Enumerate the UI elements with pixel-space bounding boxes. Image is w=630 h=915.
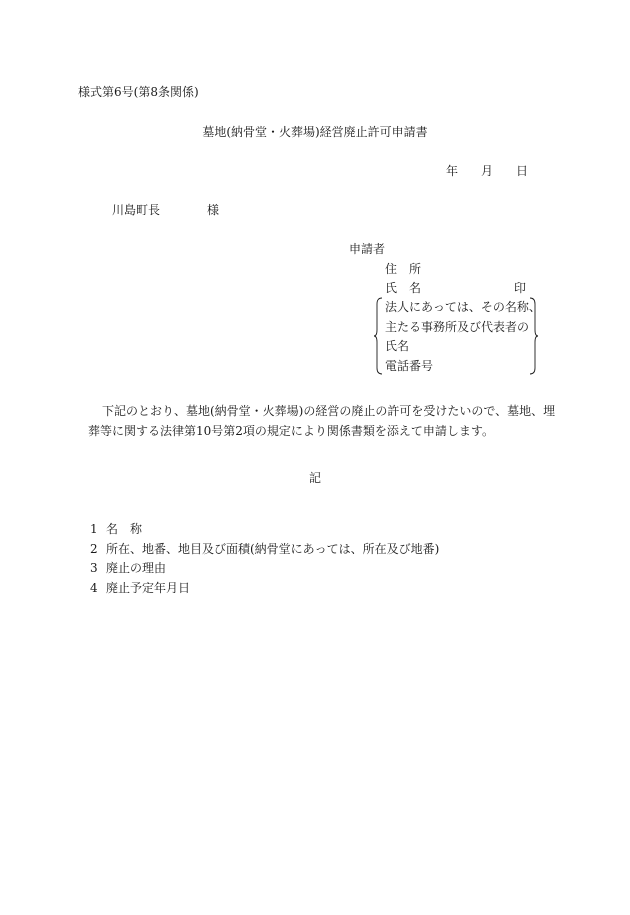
item-number: 2 xyxy=(90,542,98,556)
list-item xyxy=(90,523,142,535)
date-year: 年 xyxy=(446,164,459,178)
list-item xyxy=(90,582,190,594)
name-label: 氏 名 xyxy=(385,281,422,295)
list-item xyxy=(90,562,166,574)
document-title: 墓地(納骨堂・火葬場)経営廃止許可申請書 xyxy=(202,125,428,139)
item-label: 廃止の理由 xyxy=(106,561,167,575)
item-number: 3 xyxy=(90,561,98,575)
left-brace xyxy=(374,298,382,374)
ki-heading: 記 xyxy=(308,471,321,485)
corporate-note-line: 法人にあっては、その名称、 xyxy=(385,300,541,314)
item-label: 名 称 xyxy=(106,522,143,536)
item-label: 廃止予定年月日 xyxy=(106,581,191,595)
corporate-note-line: 氏名 xyxy=(385,339,410,353)
corporate-note-line: 主たる事務所及び代表者の xyxy=(385,320,530,334)
item-number: 1 xyxy=(90,522,98,536)
addressee-honorific: 様 xyxy=(207,203,220,217)
addressee-name: 川島町長 xyxy=(112,203,161,217)
item-number: 4 xyxy=(90,581,98,595)
form-number: 様式第6号(第8条関係) xyxy=(78,85,199,99)
date-day: 日 xyxy=(516,164,529,178)
applicant-heading: 申請者 xyxy=(349,242,386,256)
address-label: 住 所 xyxy=(385,262,422,276)
item-label: 所在、地番、地目及び面積(納骨堂にあっては、所在及び地番) xyxy=(106,542,440,556)
seal-mark: 印 xyxy=(514,281,527,295)
date-month: 月 xyxy=(481,164,494,178)
body-paragraph: 下記のとおり、墓地(納骨堂・火葬場)の経営の廃止の許可を受けたいので、墓地、埋葬等に関する法律第10号第2項の規定により関係書類を添えて申請します。 xyxy=(88,404,556,438)
list-item xyxy=(90,543,439,555)
corporate-note-line: 電話番号 xyxy=(385,359,434,373)
